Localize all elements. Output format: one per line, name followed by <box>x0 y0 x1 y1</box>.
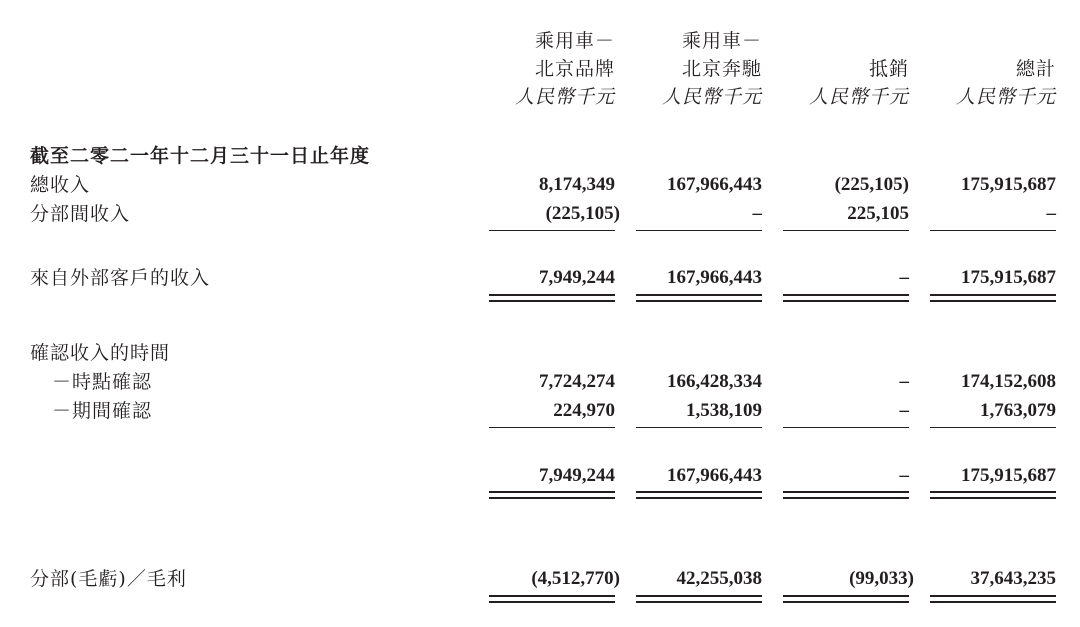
cell-point-in-time-c4: 174,152,608 <box>961 371 1056 392</box>
cell-segment-result-c1: (4,512,770) <box>531 568 620 589</box>
subtotal-rule <box>636 427 762 428</box>
row-label-inter-segment: 分部間收入 <box>30 203 131 225</box>
cell-external-c1: 7,949,244 <box>539 267 615 288</box>
column-header-unit: 人民幣千元 <box>808 86 909 108</box>
column-header-line2: 北京奔馳 <box>681 58 762 80</box>
cell-point-in-time-c3: – <box>899 371 909 392</box>
column-header-unit: 人民幣千元 <box>514 86 615 108</box>
column-header-line2: 抵銷 <box>868 58 909 80</box>
row-label-timing-heading: 確認收入的時間 <box>30 342 171 364</box>
cell-segment-result-c4: 37,643,235 <box>970 568 1056 589</box>
subtotal-rule <box>489 427 615 428</box>
row-label-segment-result: 分部(毛虧)／毛利 <box>30 568 187 590</box>
cell-over-time-c1: 224,970 <box>553 400 615 421</box>
column-header-line1: 乘用車－ <box>534 30 615 52</box>
cell-inter-segment-c3: 225,105 <box>847 203 909 224</box>
column-header-unit: 人民幣千元 <box>955 86 1056 108</box>
cell-external-c3: – <box>899 267 909 288</box>
total-double-rule <box>783 595 909 603</box>
cell-point-in-time-c2: 166,428,334 <box>667 371 762 392</box>
subtotal-rule <box>783 427 909 428</box>
cell-timing-total-c2: 167,966,443 <box>667 465 762 486</box>
total-double-rule <box>489 595 615 603</box>
total-double-rule <box>636 595 762 603</box>
column-header-elimination <box>783 55 909 111</box>
total-double-rule <box>783 491 909 499</box>
row-label-over-time: －期間確認 <box>52 400 153 422</box>
row-label-external-revenue: 來自外部客戶的收入 <box>30 267 211 289</box>
section-title: 截至二零二一年十二月三十一日止年度 <box>30 145 371 167</box>
cell-segment-result-c3: (99,033) <box>849 568 914 589</box>
subtotal-rule <box>783 230 909 231</box>
cell-over-time-c4: 1,763,079 <box>980 400 1056 421</box>
column-header-beijing-benz <box>636 27 762 111</box>
row-label-point-in-time: －時點確認 <box>52 371 153 393</box>
column-header-total <box>930 55 1056 111</box>
subtotal-rule <box>930 230 1056 231</box>
cell-point-in-time-c1: 7,724,274 <box>539 371 615 392</box>
column-header-beijing-brand <box>489 27 615 111</box>
column-header-unit: 人民幣千元 <box>661 86 762 108</box>
cell-inter-segment-c1: (225,105) <box>545 203 620 224</box>
cell-total-revenue-c1: 8,174,349 <box>539 174 615 195</box>
cell-timing-total-c3: – <box>899 465 909 486</box>
cell-over-time-c2: 1,538,109 <box>686 400 762 421</box>
column-header-line2: 總計 <box>1015 58 1056 80</box>
total-double-rule <box>930 294 1056 302</box>
cell-total-revenue-c3: (225,105) <box>834 174 909 195</box>
cell-timing-total-c1: 7,949,244 <box>539 465 615 486</box>
subtotal-rule <box>636 230 762 231</box>
subtotal-rule <box>489 230 615 231</box>
cell-over-time-c3: – <box>899 400 909 421</box>
cell-external-c4: 175,915,687 <box>961 267 1056 288</box>
cell-timing-total-c4: 175,915,687 <box>961 465 1056 486</box>
cell-inter-segment-c4: – <box>1046 203 1056 224</box>
total-double-rule <box>489 491 615 499</box>
cell-inter-segment-c2: – <box>752 203 762 224</box>
cell-total-revenue-c4: 175,915,687 <box>961 174 1056 195</box>
total-double-rule <box>636 294 762 302</box>
total-double-rule <box>489 294 615 302</box>
cell-segment-result-c2: 42,255,038 <box>676 568 762 589</box>
total-double-rule <box>636 491 762 499</box>
total-double-rule <box>783 294 909 302</box>
total-double-rule <box>930 491 1056 499</box>
total-double-rule <box>930 595 1056 603</box>
cell-external-c2: 167,966,443 <box>667 267 762 288</box>
column-header-line1: 乘用車－ <box>681 30 762 52</box>
column-header-line2: 北京品牌 <box>534 58 615 80</box>
cell-total-revenue-c2: 167,966,443 <box>667 174 762 195</box>
row-label-total-revenue: 總收入 <box>30 174 91 196</box>
subtotal-rule <box>930 427 1056 428</box>
